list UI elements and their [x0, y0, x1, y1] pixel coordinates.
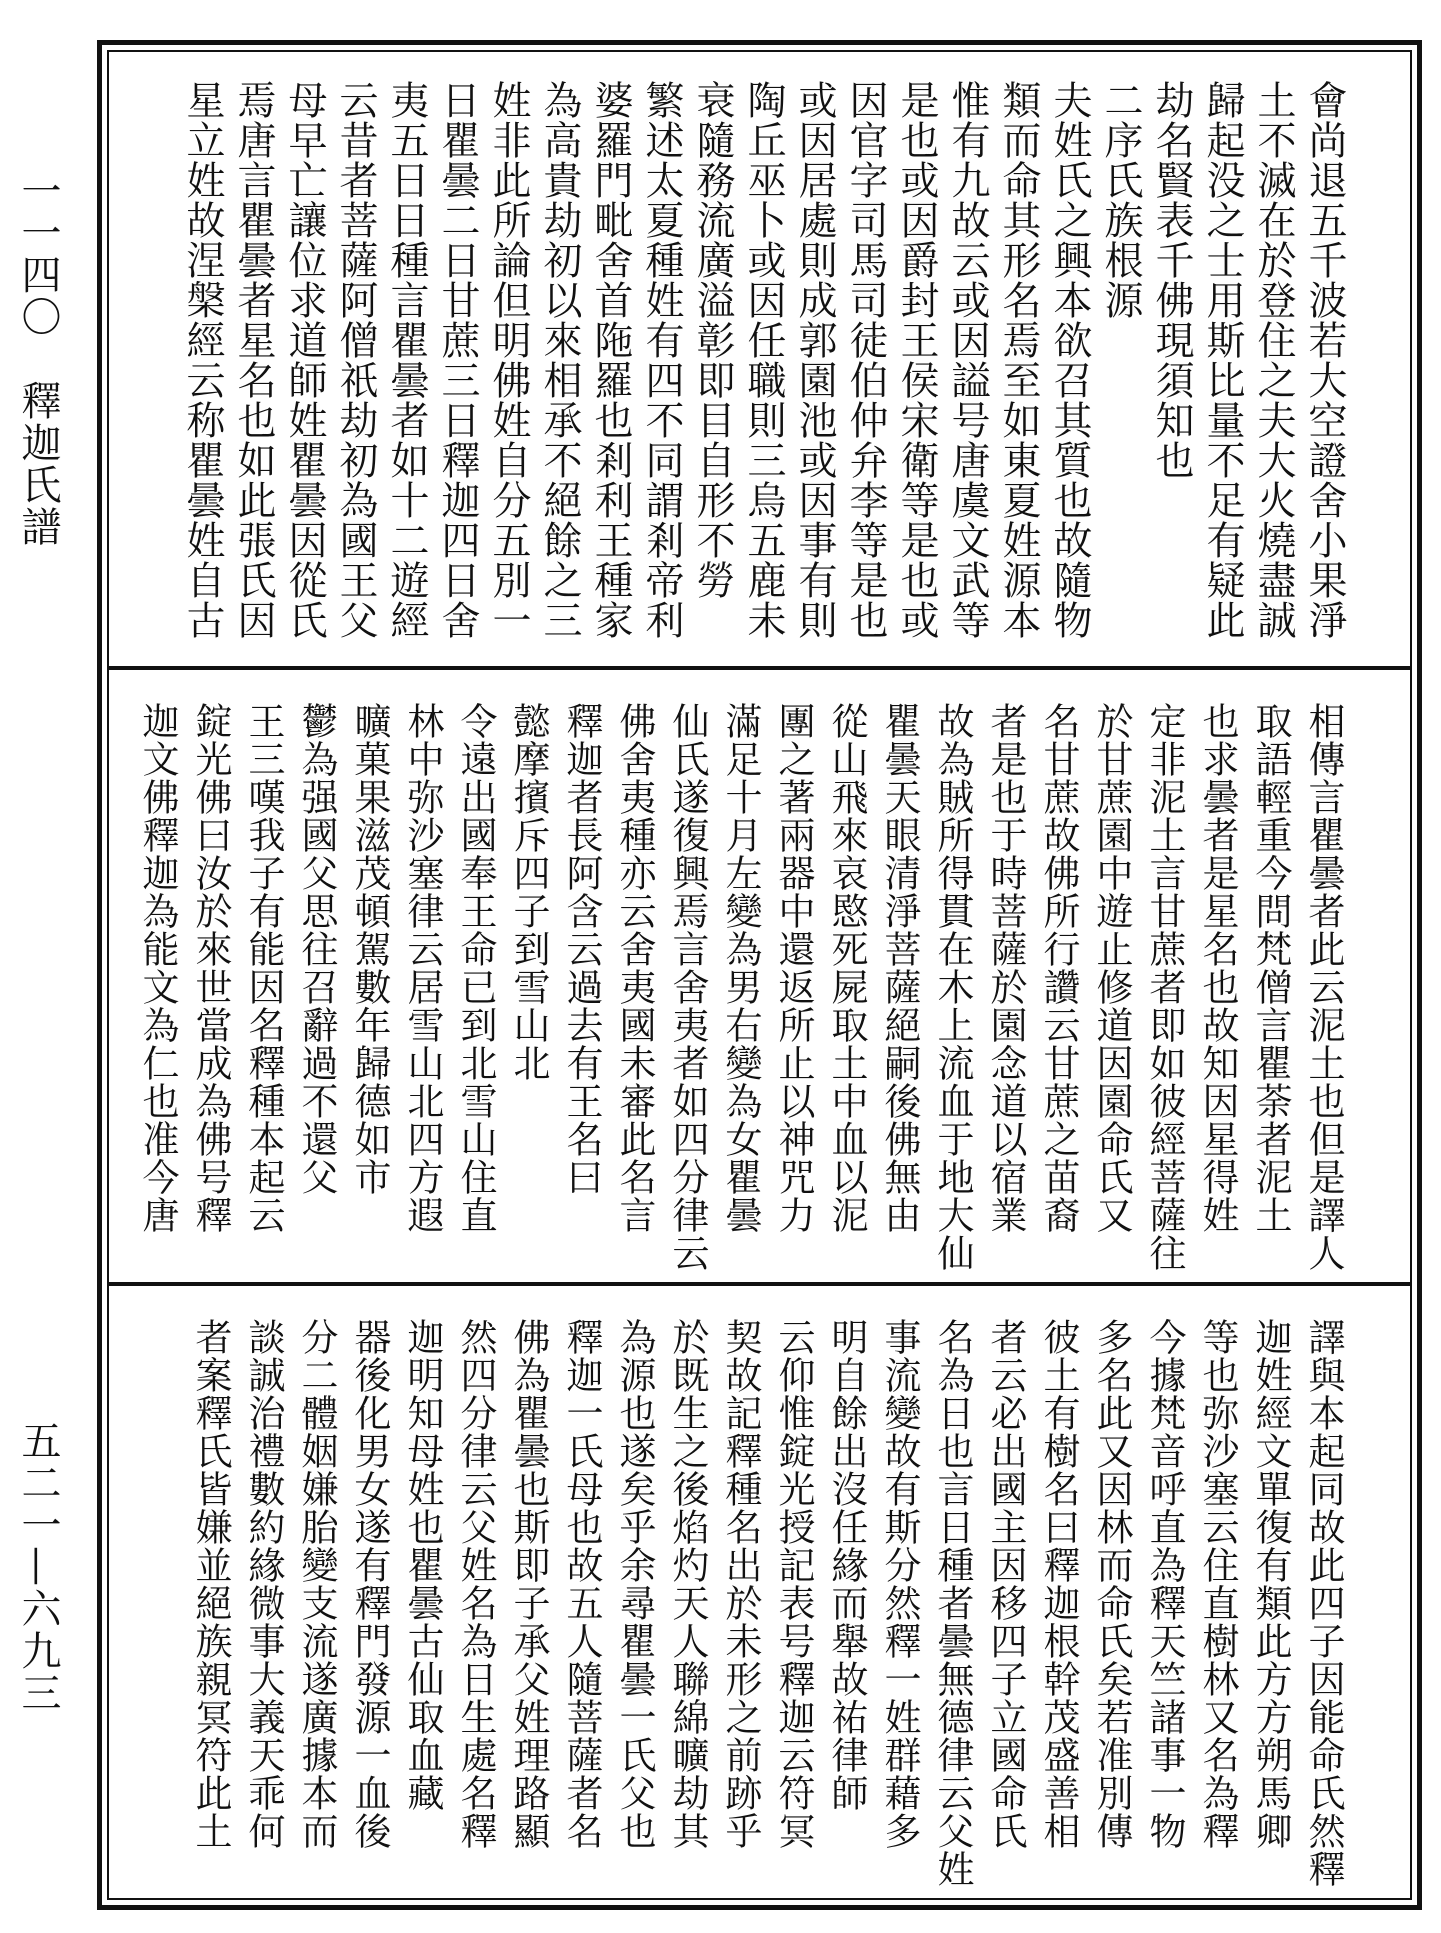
panel-divider-1	[109, 666, 1410, 670]
margin-page-number: 五二一—六九三	[15, 1420, 61, 1714]
vertical-text: 相傳言瞿曇者此云泥土也但是譯人 取語輕重今問梵僧言瞿荼者泥土 也求曇者是星名也故知因星得姓 定非泥土言甘蔗者即如彼經菩薩往 於甘蔗園中遊止修道因園命氏又 名甘蔗故佛所行讚云甘蔗之苗裔 者是也于時菩薩於園念道以宿業 故為賊所得貫在木上流血于地大仙 瞿曇天眼清淨菩薩絕嗣後佛無由 從山飛來哀愍死屍取土中血以泥 團之著兩器中還返所止以神咒力 滿足十月左變為男右變為女瞿曇 仙氏遂復興焉言舍夷者如四分律云 佛舍夷種亦云舍夷國未審此名言 釋迦者長阿含云過去有王名曰 懿摩擯斥四子到雪山北 令遠出國奉王命已到北雪山住直 林中弥沙塞律云居雪山北四方遐 曠菓果滋茂頓駕數年歸德如市 鬱為强國父思往召辭過不還父 王三嘆我子有能因名釋種本起云 錠光佛曰汝於來世當成為佛号釋 迦文佛釋迦為能文為仁也准今唐	[136, 702, 1345, 1272]
vertical-text: 譯與本起同故此四子因能命氏然釋 迦姓經文單復有類此方方朔馬卿 等也弥沙塞云住直樹林又名為釋 今據梵音呼直為釋天竺諸事一物 多名此又因林而命氏矣若准別傳 彼土有樹名曰釋迦根幹茂盛善相 者云必出國主因移四子立國命氏 名為日也言日種者曇無德律云父姓 事流變故有斯分然釋一姓群藉多 明自餘出沒任緣而舉故祐律師 云仰惟錠光授記表号釋迦云符冥 契故記釋種名出於未形之前跡乎 於既生之後焰灼天人聯綿曠劫其 為源也遂矣乎余尋瞿曇一氏父也 釋迦一氏母也故五人隨菩薩者名 佛為瞿曇也斯即子承父姓理路顯 然四分律云父姓名為日生處名釋 迦明知母姓也瞿曇古仙取血藏 器後化男女遂有釋門發源一血後 分二體姻嫌胎變支流遂廣據本而 談誠治禮數約緣微事大義天乖何 者案釋氏皆嫌並絕族親冥符此土	[189, 1318, 1345, 1888]
text-panel-bottom	[150, 1318, 1350, 1888]
text-panel-top	[150, 80, 1350, 650]
vertical-text: 會尚退五千波若大空證舍小果淨 土不滅在於登住之夫大火燒盡誠 歸起没之士用斯比量不足有疑此 劫名賢表千佛現須知也 二序氏族根源 夫姓氏之興本欲召其質也故隨物 類而命其形名焉至如東夏姓源本 惟有九故云或因謚号唐虞文武等 是也或因爵封王侯宋衛等是也或 因官字司馬司徒伯仲弁李等是也 或因居處則成郭園池或因事有則 陶丘巫卜或因任職則三烏五鹿未 衰隨務流廣溢彰即目自形不勞 繁述太夏種姓有四不同謂剎帝利 婆羅門毗舍首陁羅也剎利王種家 為高貴劫初以來相承不絕餘之三 姓非此所論但明佛姓自分五別一 日瞿曇二日甘蔗三日釋迦四日舍 夷五日日種言瞿曇者如十二遊經 云昔者菩薩阿僧祇劫初為國王父 母早亡讓位求道師姓瞿曇因從氏 焉唐言瞿曇者星名也如此張氏因 星立姓故涅槃經云称瞿曇姓自古	[180, 80, 1347, 640]
margin-volume-title: 一一四〇 釋迦氏譜	[15, 170, 61, 548]
text-panel-middle	[136, 702, 1350, 1272]
panel-divider-2	[109, 1282, 1410, 1286]
